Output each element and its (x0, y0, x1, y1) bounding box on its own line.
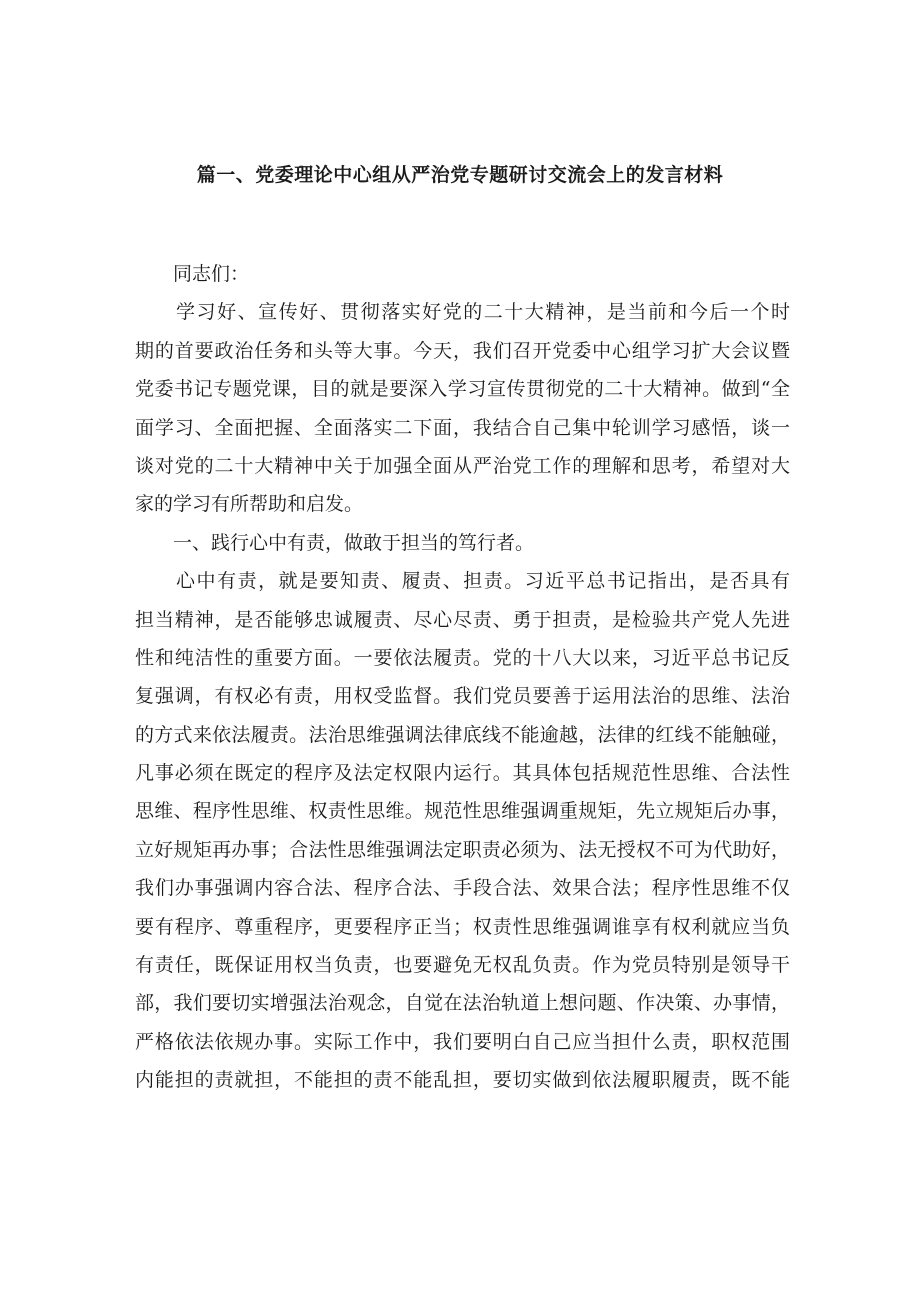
body-line: 性和纯洁性的重要方面。一要依法履责。党的十八大以来，习近平总书记反 (135, 646, 790, 669)
body-line: 要有程序、尊重程序，更要程序正当；权责性思维强调谁享有权利就应当负 (135, 915, 790, 938)
body-line: 心中有责，就是要知责、履责、担责。习近平总书记指出，是否具有 (135, 570, 790, 593)
body-line: 一、践行心中有责，做敢于担当的笃行者。 (135, 531, 535, 554)
body-line: 的方式来依法履责。法治思维强调法律底线不能逾越，法律的红线不能触碰， (135, 723, 790, 746)
body-line: 学习好、宣传好、贯彻落实好党的二十大精神，是当前和今后一个时 (135, 301, 790, 324)
body-line: 担当精神，是否能够忠诚履责、尽心尽责、勇于担责，是检验共产党人先进 (135, 608, 790, 631)
body-line: 思维、程序性思维、权责性思维。规范性思维强调重规矩，先立规矩后办事， (135, 800, 790, 823)
body-line: 立好规矩再办事；合法性思维强调法定职责必须为、法无授权不可为代助好， (135, 838, 790, 861)
body-line: 我们办事强调内容合法、程序合法、手段合法、效果合法；程序性思维不仅 (135, 877, 790, 900)
body-line: 同志们： (135, 263, 250, 285)
body-line: 谈对党的二十大精神中关于加强全面从严治党工作的理解和思考，希望对大 (135, 454, 790, 477)
body-line: 面学习、全面把握、全面落实二下面，我结合自己集中轮训学习感悟，谈一 (135, 416, 790, 439)
body-line: 党委书记专题党课，目的就是要深入学习宣传贯彻党的二十大精神。做到“全 (135, 378, 790, 401)
body-line: 内能担的责就担，不能担的责不能乱担，要切实做到依法履职履责，既不能 (135, 1069, 790, 1092)
body-line: 复强调，有权必有责，用权受监督。我们党员要善于运用法治的思维、法治 (135, 685, 790, 708)
document-body (135, 255, 790, 1100)
body-line: 严格依法依规办事。实际工作中，我们要明白自己应当担什么责，职权范围 (135, 1030, 790, 1053)
body-line: 部，我们要切实增强法治观念，自觉在法治轨道上想问题、作决策、办事情， (135, 992, 790, 1015)
body-line: 期的首要政治任务和头等大事。今天，我们召开党委中心组学习扩大会议暨 (135, 339, 790, 362)
body-line: 家的学习有所帮助和启发。 (135, 493, 364, 516)
document-title: 篇一、党委理论中心组从严治党专题研讨交流会上的发言材料 (196, 164, 724, 186)
body-line: 有责任，既保证用权当负责，也要避免无权乱负责。作为党员特别是领导干 (135, 954, 790, 977)
body-line: 凡事必须在既定的程序及法定权限内运行。其具体包括规范性思维、合法性 (135, 762, 790, 785)
